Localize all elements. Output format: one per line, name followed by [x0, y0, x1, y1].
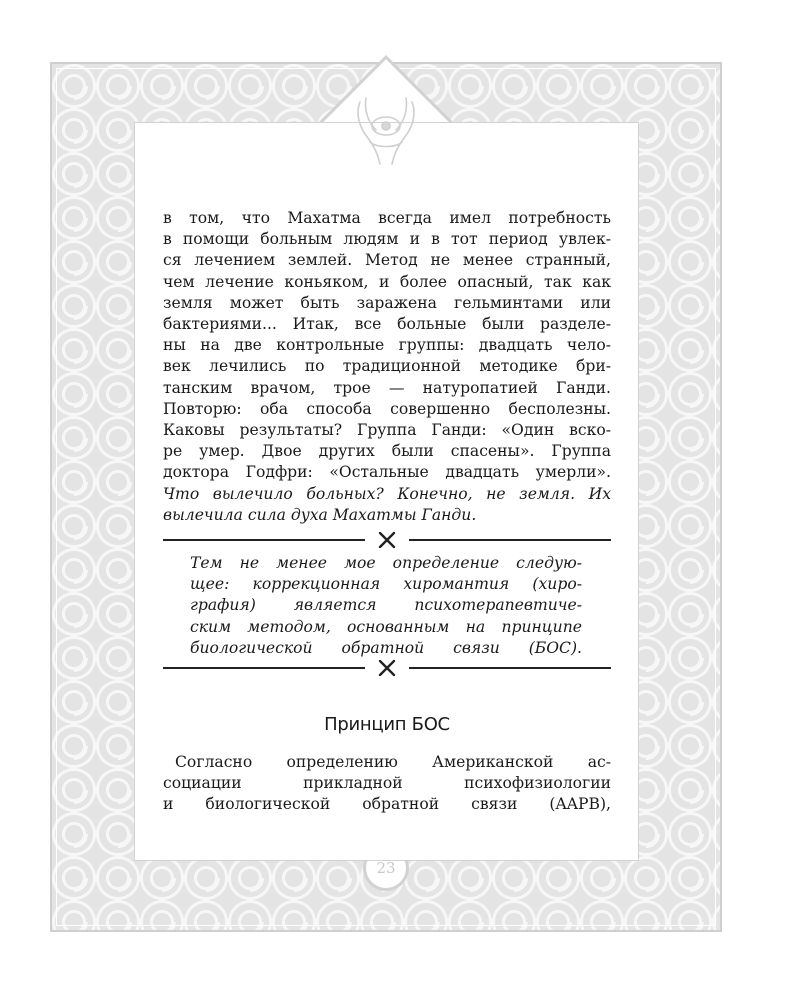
text-line: чем лечение коньяком, и более опасный, так как: [163, 272, 611, 291]
italic-line: Что вылечило больных? Конечно, не земля. Их: [163, 484, 611, 503]
text-line: в помощи больным людям и в тот период увлек-: [163, 230, 611, 249]
quote-line: щее: коррекционная хиромантия (хиро-: [190, 575, 582, 594]
text-line: ся лечением землей. Метод не менее странный,: [163, 251, 611, 270]
text-line: Согласно определению Американской ас-: [175, 753, 611, 771]
text-line: ре умер. Двое других были спасены». Группа: [163, 442, 611, 461]
quote-line: Тем не менее мое определение следую-: [190, 554, 582, 572]
divider-rule: [163, 667, 365, 669]
text-line: земля может быть заражена гельминтами или: [163, 293, 611, 312]
text-line: социации прикладной психофизиологии: [163, 774, 611, 793]
italic-line: вылечила сила духа Махатмы Ганди.: [163, 505, 477, 524]
text-line: Повторю: оба способа совершенно бесполезны.: [163, 399, 611, 418]
quote-line: ским методом, основанным на принципе: [190, 617, 582, 636]
page-number: 23: [376, 859, 396, 877]
cross-ornament-icon: [377, 532, 397, 548]
text-line: танским врачом, трое — натуропатией Ганди.: [163, 378, 611, 397]
section-paragraph: [163, 752, 611, 816]
divider-rule: [163, 539, 365, 541]
hands-eye-icon: [346, 92, 426, 166]
text-line: бактериями... Итак, все больные были разделе-: [163, 315, 611, 334]
cross-ornament-icon: [377, 660, 397, 676]
text-line: Каковы результаты? Группа Ганди: «Один вско-: [163, 421, 611, 440]
quote-line: графия) является психотерапевтиче-: [190, 596, 582, 615]
section-heading: Принцип БОС: [324, 714, 450, 735]
text-line: ны на две контрольные группы: двадцать чело-: [163, 336, 611, 355]
divider-rule: [409, 539, 611, 541]
text-line: век лечились по традиционной методике бри-: [163, 357, 611, 376]
text-line: в том, что Махатма всегда имел потребность: [163, 209, 611, 227]
divider-bottom: [163, 660, 611, 676]
definition-quote: [190, 553, 582, 659]
body-text: [163, 208, 611, 526]
divider-rule: [409, 667, 611, 669]
text-line: и биологической обратной связи (AAPB),: [163, 795, 611, 814]
text-line: доктора Годфри: «Остальные двадцать умерли».: [163, 463, 611, 482]
divider-top: [163, 532, 611, 548]
quote-line: биологической обратной связи (БОС).: [190, 638, 582, 657]
